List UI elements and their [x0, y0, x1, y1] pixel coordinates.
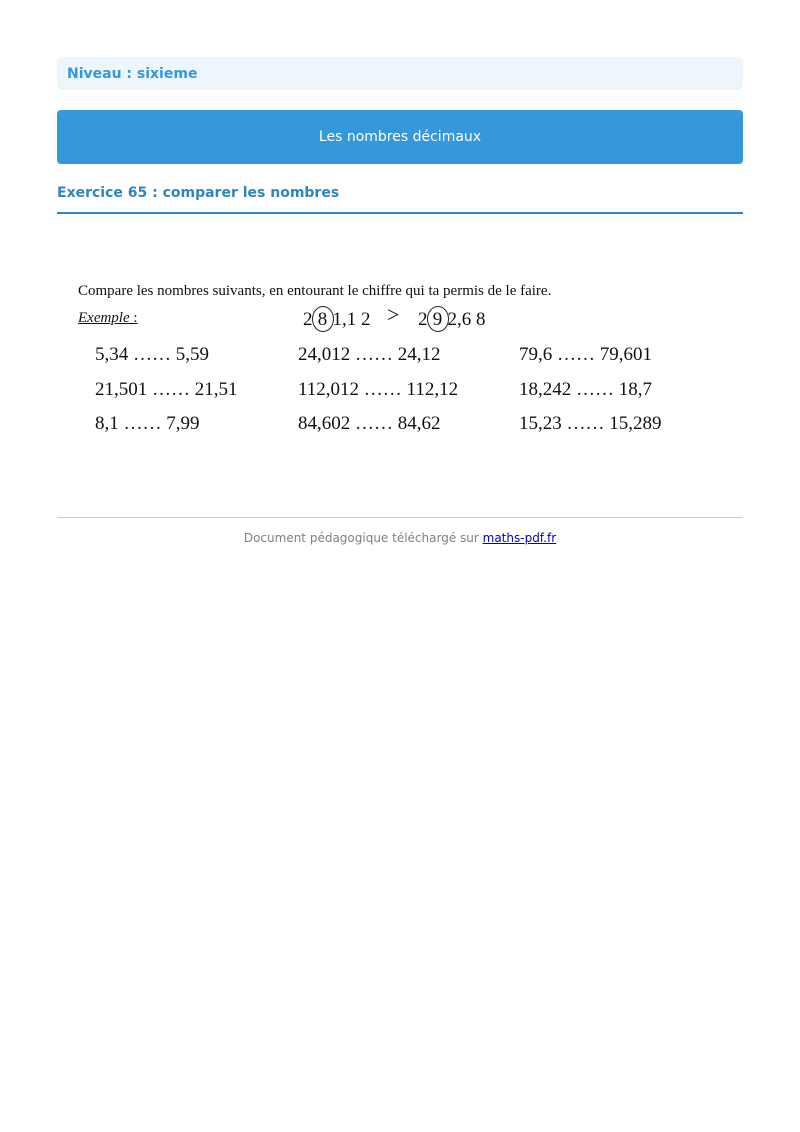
heading-underline: [57, 212, 743, 214]
comparison-item: 15,23 …… 15,289: [519, 413, 662, 434]
example-left-circled-digit: 8: [312, 306, 334, 332]
example-right-digits-before: 2: [418, 309, 428, 330]
comparison-item: 112,012 …… 112,12: [298, 379, 459, 400]
example-left-number: [303, 306, 371, 332]
level-banner: [57, 57, 743, 90]
chapter-title-banner: [57, 110, 743, 164]
example-comparison-sign: >: [387, 302, 400, 327]
comparison-item: 21,501 …… 21,51: [95, 379, 238, 400]
example-label: [78, 310, 138, 327]
comparison-item: 24,012 …… 24,12: [298, 344, 441, 365]
comparison-item: 18,242 …… 18,7: [519, 379, 652, 400]
footer-divider: [57, 517, 743, 518]
instruction-text: Compare les nombres suivants, en entourant le chiffre qui ta permis de le faire.: [78, 283, 552, 299]
comparison-item: 8,1 …… 7,99: [95, 413, 200, 434]
example-left-digits-before: 2: [303, 309, 313, 330]
comparison-item: 84,602 …… 84,62: [298, 413, 441, 434]
footer-text: Document pédagogique téléchargé sur: [243, 531, 483, 545]
exercise-heading: Exercice 65 : comparer les nombres: [57, 185, 340, 201]
comparison-item: 5,34 …… 5,59: [95, 344, 209, 365]
level-label: Niveau : sixieme: [67, 65, 198, 82]
example-right-circled-digit: 9: [427, 306, 449, 332]
example-label-colon: :: [129, 310, 138, 326]
example-right-number: [418, 306, 486, 332]
footer: [0, 531, 800, 545]
comparison-item: 79,6 …… 79,601: [519, 344, 652, 365]
chapter-title: Les nombres décimaux: [318, 129, 482, 145]
example-right-digits-after: 2,6 8: [447, 309, 486, 330]
example-label-text: Exemple: [78, 310, 130, 326]
example-left-digits-after: 1,1 2: [332, 309, 371, 330]
exercise-content: [57, 270, 743, 450]
footer-link[interactable]: maths-pdf.fr: [482, 531, 557, 545]
